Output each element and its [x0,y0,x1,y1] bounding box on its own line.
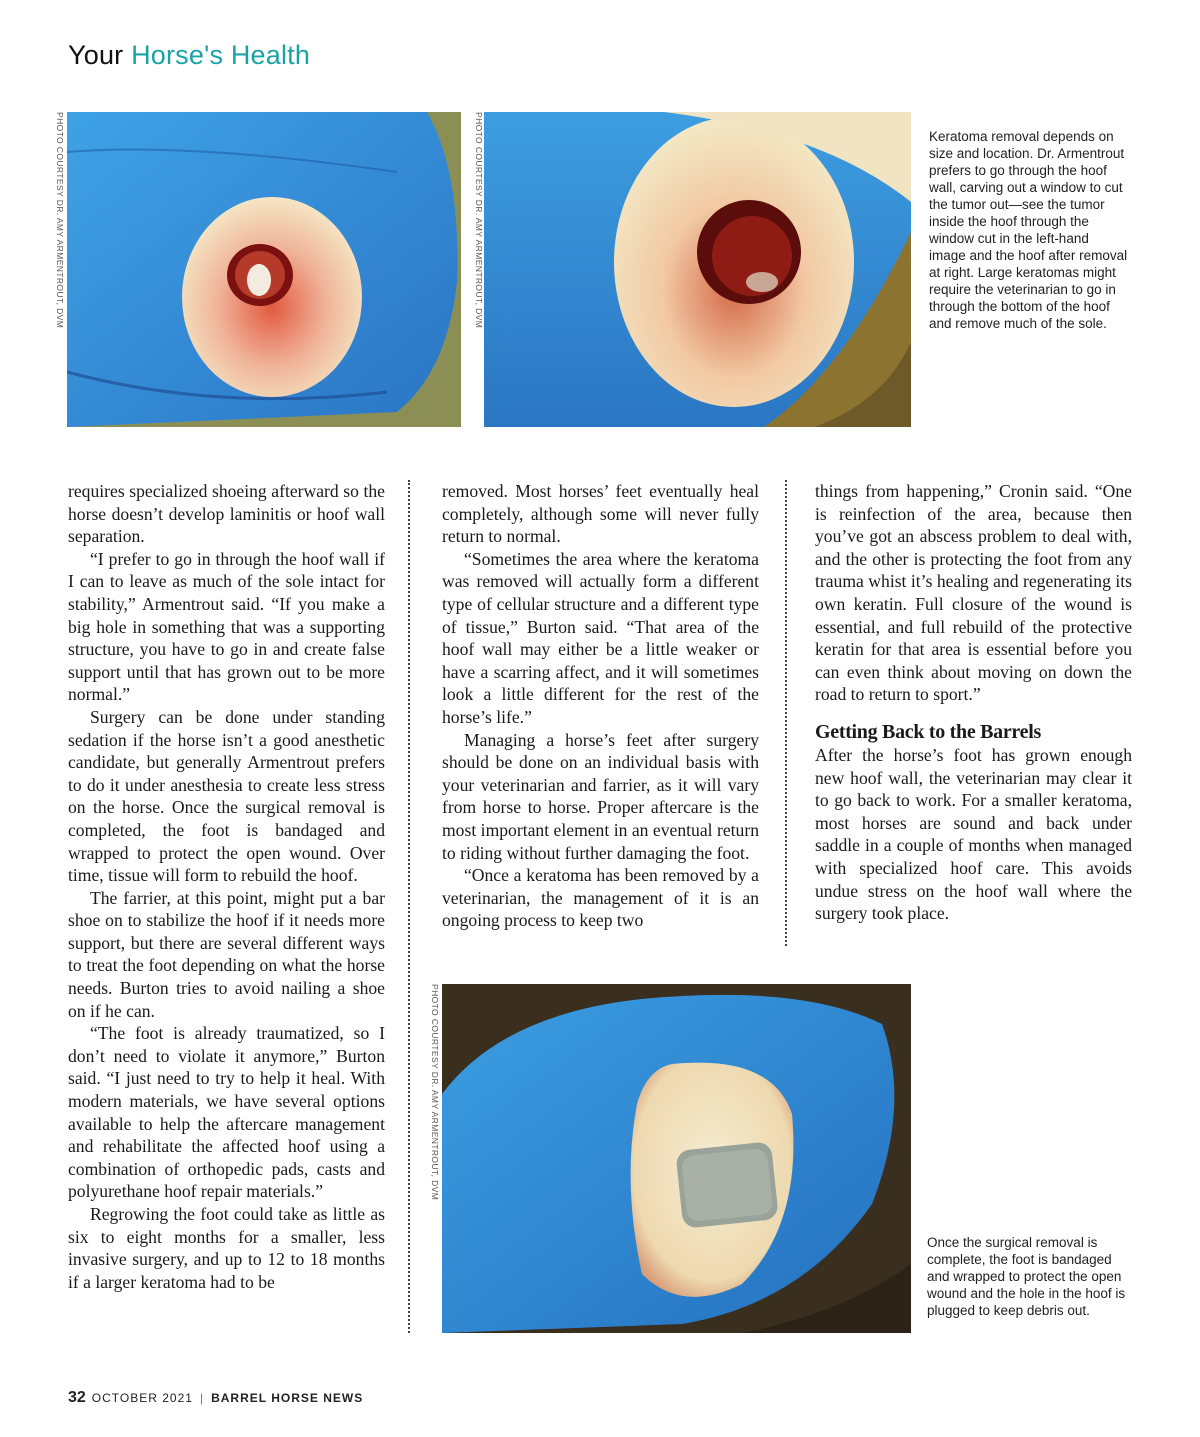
paragraph: Managing a horse’s feet after surgery should be done on an individual basis with your veterinarian and farrier, as it will vary from horse to horse. Proper aftercare is the most important element in an eventual return to riding without further damaging the foot. [442,729,759,863]
footer-separator: | [199,1391,205,1405]
article-column-3 [815,480,1132,925]
issue-date: OCTOBER 2021 [91,1391,193,1405]
photo-hoof-plugged [442,984,911,1333]
paragraph: Surgery can be done under standing sedation if the horse isn’t a good anesthetic candidate, but generally Armentrout prefers to do it under anesthesia to create less stress on the horse. Once the surgical removal is completed, the foot is bandaged and wrapped to protect the open wound. Over time, tissue will form to rebuild the hoof. [68,706,385,886]
column-divider [785,480,787,946]
paragraph: After the horse’s foot has grown enough new hoof wall, the veterinarian may clear it to go back to work. For a smaller keratoma, most horses are sound and back under saddle in a couple of months when managed with specialized hoof care. This avoids undue stress on the hoof wall where the surgery took place. [815,744,1132,924]
page-number: 32 [68,1389,86,1406]
paragraph: “Once a keratoma has been removed by a veterinarian, the management of it is an ongoing process to keep two [442,865,759,931]
photo-credit-3: PHOTO COURTESY DR. AMY ARMENTROUT, DVM [430,984,440,1201]
paragraph: The farrier, at this point, might put a bar shoe on to stabilize the hoof if it needs more support, but there are several different ways to treat the foot depending on what the horse needs. Burton tries to avoid nailing a shoe on if he can. [68,887,385,1021]
photo-hoof-after-removal [484,112,911,427]
paragraph: “The foot is already traumatized, so I don’t need to violate it anymore,” Burton said. “I just need to try to help it heal. With modern materials, we have several options available to help the aftercare management and rehabilitate the affected hoof using a combination of orthopedic pads, casts and polyurethane hoof repair materials.” [68,1023,385,1202]
paragraph: Regrowing the foot could take as little as six to eight months for a smaller, less invasive surgery, and up to 12 to 18 months if a larger keratoma had to be [68,1204,385,1292]
paragraph: “Sometimes the area where the keratoma was removed will actually form a different type of cellular structure and a different type of tissue,” Burton said. “That area of the hoof wall may either be a little weaker or have a scarring affect, and it will sometimes look a little different for the rest of the horse’s life.” [442,548,759,727]
paragraph: “I prefer to go in through the hoof wall if I can to leave as much of the sole intact for stability,” Armentrout said. “If you make a big hole in something that was a supporting structure, you have to go in and create false support until that has grown out to be more normal.” [68,548,385,705]
article-column-2 [442,480,759,932]
photo-credit-1: PHOTO COURTESY DR. AMY ARMENTROUT, DVM [55,112,65,329]
section-header-part2: Horse's Health [131,40,311,70]
caption-top: Keratoma removal depends on size and location. Dr. Armentrout prefers to go through the hoof wall, carving out a window to cut the tumor out—see the tumor inside the hoof through the window cut in the left-hand image and the hoof after removal at right. Large keratomas might require the veterinarian to go in through the bottom of the hoof and remove much of the sole. [929,129,1128,331]
article-column-1 [68,480,385,1293]
section-header [68,40,310,71]
publication-name: BARREL HORSE NEWS [211,1391,364,1405]
paragraph: things from happening,” Cronin said. “One is reinfection of the area, because then you’ve got an abscess problem to deal with, and the other is protecting the foot from any trauma whist it’s healing and regenerating its own keratin. Full closure of the wound is essential, and full rebuild of the protective keratin for that area is essential before you can even think about moving on down the road to return to sport.” [815,481,1132,705]
subheading: Getting Back to the Barrels [815,720,1041,743]
section-header-part1: Your [68,40,124,70]
photo-credit-2: PHOTO COURTESY DR. AMY ARMENTROUT, DVM [474,112,484,329]
page-footer [68,1389,363,1407]
paragraph: removed. Most horses’ feet eventually heal completely, although some will never fully return to normal. [442,481,759,547]
column-divider [408,480,410,1333]
photo-hoof-window-tumor [67,112,461,427]
paragraph: requires specialized shoeing afterward so the horse doesn’t develop laminitis or hoof wall separation. [68,481,385,547]
caption-bottom: Once the surgical removal is complete, the foot is bandaged and wrapped to protect the open wound and the hole in the hoof is plugged to keep debris out. [927,1235,1126,1318]
